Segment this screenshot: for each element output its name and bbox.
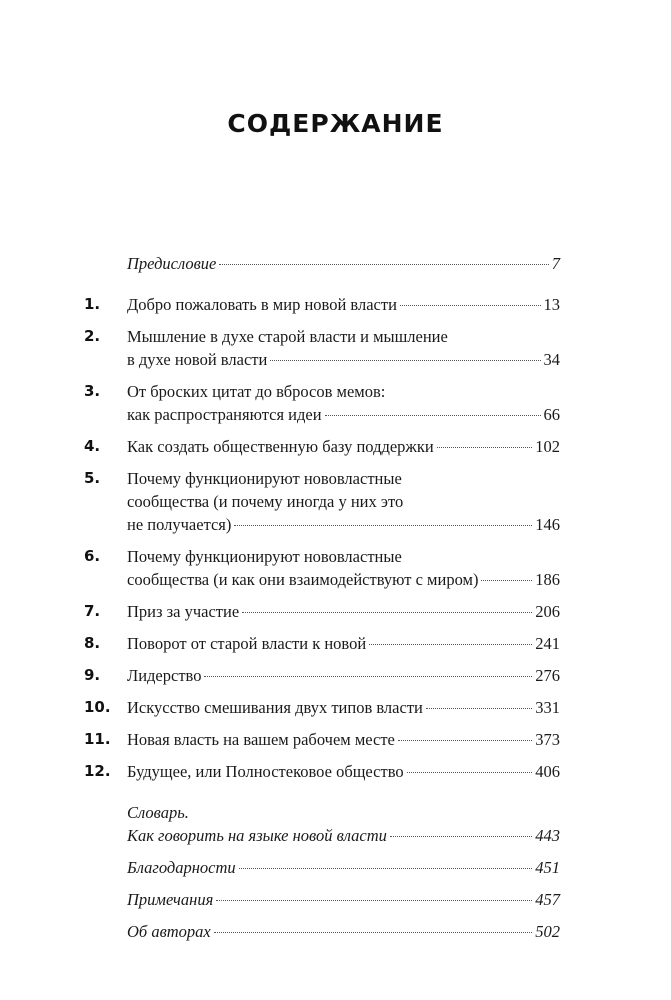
page-number: 66 xyxy=(543,405,560,424)
page-number: 102 xyxy=(535,437,560,456)
page-number: 502 xyxy=(535,922,560,941)
page-number: 457 xyxy=(535,890,560,909)
leader-dots xyxy=(214,932,533,933)
page-number: 34 xyxy=(543,350,560,369)
leader-dots xyxy=(390,836,532,837)
chapter-number: 7. xyxy=(84,602,101,620)
page-number: 451 xyxy=(535,858,560,877)
entry-title-line: Поворот от старой власти к новой xyxy=(127,634,367,653)
entry-title-line: как распространяются идеи xyxy=(127,405,322,424)
entry-title-line: Будущее, или Полностековое общество xyxy=(127,762,404,781)
entry-title-line: сообщества (и почему иногда у них это xyxy=(127,492,404,511)
leader-dots xyxy=(239,868,533,869)
toc-entry-chapter-4[interactable] xyxy=(84,435,560,458)
chapter-number: 8. xyxy=(84,634,101,652)
page-title: СОДЕРЖАНИЕ xyxy=(227,108,444,138)
toc-entry-chapter-2[interactable] xyxy=(84,325,560,371)
page-number: 443 xyxy=(535,826,560,845)
entry-title-line: Как говорить на языке новой власти xyxy=(127,826,387,845)
toc-entry-chapter-8[interactable] xyxy=(84,632,560,655)
page-number: 276 xyxy=(535,666,560,685)
toc-entry-chapter-5[interactable] xyxy=(84,467,560,536)
entry-title-line: Искусство смешивания двух типов власти xyxy=(127,698,423,717)
toc-entry-chapter-3[interactable] xyxy=(84,380,560,426)
entry-title-line: в духе новой власти xyxy=(127,350,268,369)
page-number: 373 xyxy=(535,730,560,749)
chapter-number: 11. xyxy=(84,730,111,748)
entry-title-line: Словарь. xyxy=(127,803,189,822)
entry-title: Предисловие xyxy=(127,254,217,273)
leader-dots xyxy=(400,305,541,306)
entry-title-line: Новая власть на вашем рабочем месте xyxy=(127,730,395,749)
toc-entry-chapter-6[interactable] xyxy=(84,545,560,591)
toc-entry-notes[interactable] xyxy=(84,888,560,911)
page-number: 186 xyxy=(535,570,560,589)
toc-entry-chapter-12[interactable] xyxy=(84,760,560,783)
entry-title-line: Лидерство xyxy=(127,666,202,685)
page-number: 406 xyxy=(535,762,560,781)
entry-title-line: Добро пожаловать в мир новой власти xyxy=(127,295,397,314)
page-number: 146 xyxy=(535,515,560,534)
leader-dots xyxy=(204,676,532,677)
chapter-number: 3. xyxy=(84,382,101,400)
table-of-contents xyxy=(84,252,560,943)
page-number: 241 xyxy=(535,634,560,653)
toc-entry-preface[interactable] xyxy=(84,252,560,275)
toc-entry-chapter-9[interactable] xyxy=(84,664,560,687)
entry-title-line: Почему функционируют нововластные xyxy=(127,469,402,488)
chapter-number: 9. xyxy=(84,666,101,684)
entry-title-line: От броских цитат до вбросов мемов: xyxy=(127,382,386,401)
entry-title-line: сообщества (и как они взаимодействуют с миром) xyxy=(127,570,479,589)
leader-dots xyxy=(407,772,533,773)
entry-title-line: Приз за участие xyxy=(127,602,240,621)
leader-dots xyxy=(325,415,541,416)
page-number: 206 xyxy=(535,602,560,621)
entry-title-line: Почему функционируют нововластные xyxy=(127,547,402,566)
chapter-number: 2. xyxy=(84,327,101,345)
leader-dots xyxy=(481,580,532,581)
chapter-number: 6. xyxy=(84,547,101,565)
entry-title-line: Примечания xyxy=(127,890,214,909)
toc-entry-chapter-7[interactable] xyxy=(84,600,560,623)
entry-title-line: Об авторах xyxy=(127,922,211,941)
chapter-number: 5. xyxy=(84,469,101,487)
chapter-number: 12. xyxy=(84,762,111,780)
page-number: 13 xyxy=(543,295,560,314)
toc-entry-chapter-11[interactable] xyxy=(84,728,560,751)
chapter-number: 1. xyxy=(84,295,101,313)
leader-dots xyxy=(369,644,532,645)
leader-dots xyxy=(398,740,532,741)
leader-dots xyxy=(219,264,548,265)
leader-dots xyxy=(270,360,540,361)
page-number: 331 xyxy=(535,698,560,717)
leader-dots xyxy=(437,447,533,448)
entry-title-line: Мышление в духе старой власти и мышление xyxy=(127,327,448,346)
leader-dots xyxy=(426,708,532,709)
entry-title-line: Благодарности xyxy=(127,858,236,877)
chapter-number: 4. xyxy=(84,437,101,455)
entry-title-line: Как создать общественную базу поддержки xyxy=(127,437,434,456)
toc-entry-glossary[interactable] xyxy=(84,801,560,847)
entry-title-line: не получается) xyxy=(127,515,232,534)
toc-entry-acknowledgements[interactable] xyxy=(84,856,560,879)
leader-dots xyxy=(242,612,532,613)
page-number: 7 xyxy=(551,254,560,273)
toc-entry-chapter-10[interactable] xyxy=(84,696,560,719)
leader-dots xyxy=(216,900,532,901)
toc-entry-chapter-1[interactable] xyxy=(84,293,560,316)
leader-dots xyxy=(234,525,532,526)
toc-entry-about-authors[interactable] xyxy=(84,920,560,943)
chapter-number: 10. xyxy=(84,698,111,716)
